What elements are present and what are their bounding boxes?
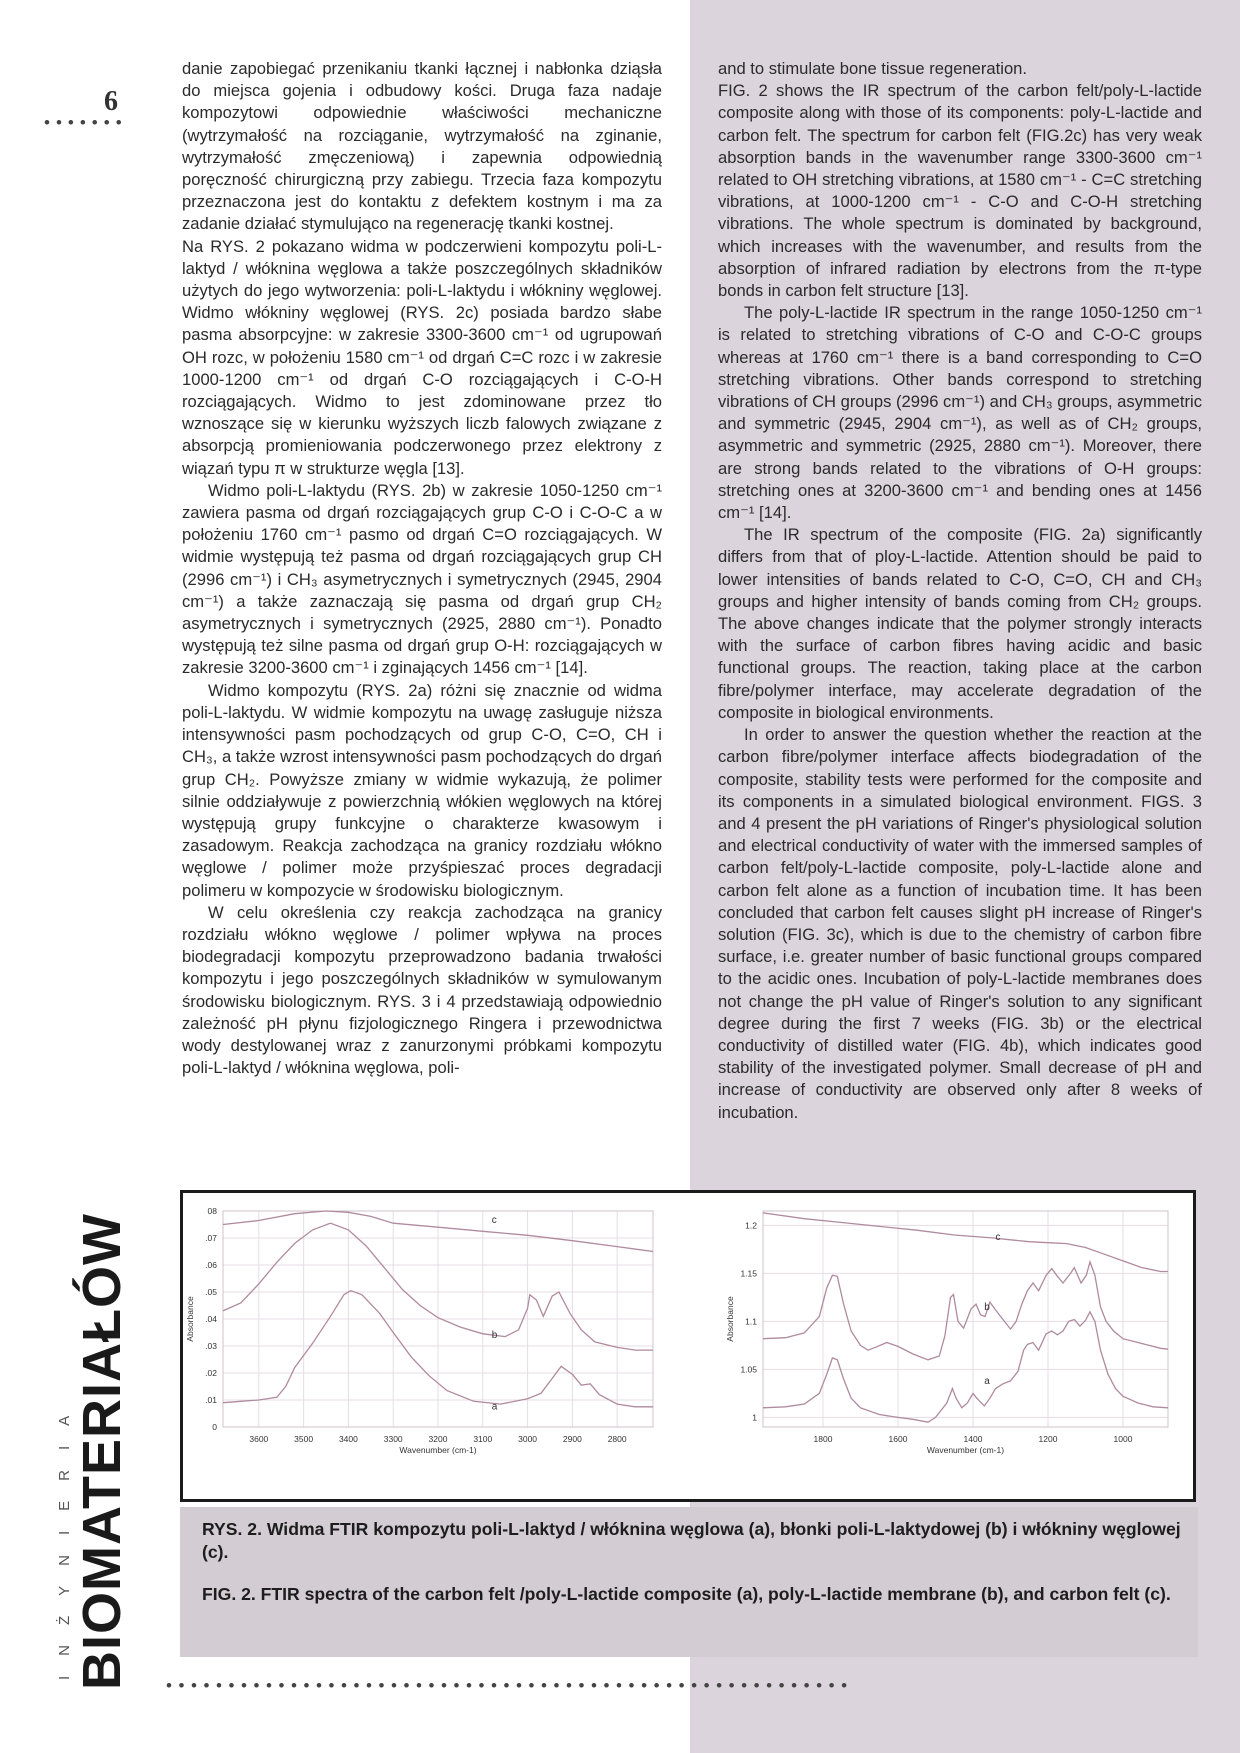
y-tick-label: .03	[205, 1341, 217, 1351]
y-tick-label: 1.15	[740, 1268, 757, 1279]
left-text-column	[182, 58, 662, 1079]
series-label-a: a	[491, 1401, 498, 1413]
series-label-c: c	[995, 1231, 1001, 1243]
y-tick-label: 08	[207, 1206, 217, 1216]
x-tick-label: 3100	[473, 1434, 493, 1444]
x-tick-label: 2800	[607, 1434, 627, 1444]
paragraph: The poly-L-lactide IR spectrum in the range 1050-1250 cm⁻¹ is related to stretching vibrations of C-O and C-O-C groups whereas at 1760 cm⁻¹ there is a band corresponding to C=O stretching vibrations. Other bands correspond to stretching vibrations of CH groups (2996 cm⁻¹) and CH₃ groups, asymmetric and symmetric (2945, 2904 cm⁻¹), as well as of CH₂ groups, asymmetric and symmetric (2925, 2880 cm⁻¹). Moreover, there are strong bands related to the vibrations of O-H groups: stretching ones at 3200-3600 cm⁻¹ and bending ones at 1456 cm⁻¹ [14].	[718, 303, 1202, 523]
y-tick-label: 1.1	[745, 1316, 757, 1327]
paragraph: danie zapobiegać przenikaniu tkanki łącznej i nabłonka dziąsła do miejsca gojenia i odbudowy kości. Druga faza nadaje kompozytowi odpowiednie właściwości mechaniczne (wytrzymałość na rozciąganie, wytrzymałość na zginanie, wytrzymałość zmęczeniową) i zapewnia odpowiednią poręczność chirurgiczną przy zabiegu. Trzecia faza kompozytu przeznaczona jest do kontaktu z defektem kostnym i ma za zadanie działać stymulująco na regenerację tkanki kostnej.	[182, 59, 662, 234]
x-tick-label: 3000	[518, 1434, 538, 1444]
y-tick-label: .07	[205, 1233, 217, 1243]
right-text-column	[718, 58, 1202, 1124]
x-axis-label: Wavenumber (cm-1)	[399, 1445, 477, 1455]
paragraph: Na RYS. 2 pokazano widma w podczerwieni kompozytu poli-L-laktyd / włóknina węglowa a także poszczególnych składników użytych do jego wytworzenia: poli-L-laktydu i włókniny węglowej. Widmo włókniny węglowej (RYS. 2c) posiada bardzo słabe pasma absorpcyjne: w zakresie 3300-3600 cm⁻¹ od ugrupowań OH rozc, w położeniu 1580 cm⁻¹ od drgań C=C rozc i w zakresie 1000-1200 cm⁻¹ od drgań C-O rozciągających i C-O-H rozciągających. Widmo to jest zdominowane przez tło wznoszące się w kierunku wyższych liczb falowych związane z absorpcją promieniowania podczerwonego przez elektrony z wiązań typu π w strukturze węgla [13].	[182, 236, 662, 478]
journal-title-vertical	[56, 1213, 176, 1690]
x-tick-label: 3400	[338, 1434, 358, 1444]
paragraph: W celu określenia czy reakcja zachodząca na granicy rozdziału włókno węglowe / polimer wpływa na proces biodegradacji kompozytu przeprowadzono badania trwałości kompozytu i jego poszczególnych składników w symulowanym środowisku biologicznym. RYS. 3 i 4 przedstawiają odpowiednio zależność pH płynu fizjologicznego Ringera i przewodnictwa wody destylowanej wraz z zanurzonymi próbkami kompozytu poli-L-laktyd / włóknina węglowa, poli-	[182, 902, 662, 1078]
y-tick-label: 1.05	[740, 1364, 757, 1375]
x-tick-label: 3500	[294, 1434, 314, 1444]
ftir-figure	[180, 1190, 1196, 1502]
series-line-a	[763, 1312, 1168, 1422]
x-axis-label: Wavenumber (cm-1)	[926, 1445, 1005, 1455]
y-tick-label: .05	[205, 1287, 217, 1297]
series-label-b: b	[491, 1329, 498, 1341]
paragraph: The IR spectrum of the composite (FIG. 2a) significantly differs from that of ploy-L-lactide. Attention should be paid to lower intensities of bands related to C-O, C=O, CH and CH₃ groups and higher intensity of bands coming from CH₂ groups. The above changes indicate that the polymer strongly interacts with the surface of carbon fibres having acidic and basic functional groups. The reaction, taking place at the carbon fibre/polymer interface, may accelerate degradation of the composite in biological environments.	[718, 525, 1202, 722]
x-tick-label: 3600	[249, 1434, 269, 1444]
y-tick-label: .04	[205, 1314, 217, 1324]
series-line-b	[763, 1262, 1168, 1360]
x-tick-label: 2900	[562, 1434, 582, 1444]
y-axis-label: Absorbance	[725, 1296, 735, 1342]
y-tick-label: 0	[212, 1422, 217, 1432]
series-label-c: c	[491, 1215, 497, 1227]
series-line-c	[763, 1213, 1168, 1272]
ftir-spectra-chart	[183, 1193, 1193, 1499]
figure-caption-polish: RYS. 2. Widma FTIR kompozytu poli-L-laktyd / włóknina węglowa (a), błonki poli-L-laktydowej (b) i włókniny węglowej (c).	[202, 1519, 1181, 1562]
dot-row-bottom: •••••••••••••••••••••••••••••••••••••••••••••••••••••••	[166, 1676, 854, 1695]
y-axis-label: Absorbance	[185, 1296, 195, 1342]
dot-row-top: •••••••	[44, 113, 128, 132]
x-tick-label: 1200	[1038, 1434, 1058, 1444]
paragraph: Widmo kompozytu (RYS. 2a) różni się znacznie od widma poli-L-laktydu. W widmie kompozytu na uwagę zasługuje niższa intensywności pasm pochodzących od grup C-O, C=O, CH i CH₃, a także wzrost intensywności pasm pochodzących do drgań grup CH₂. Powyższe zmiany w widmie wykazują, że polimer silnie oddziaływuje z powierzchnią włókien węglowych na której występują grupy funkcyjne o charakterze kwasowym i zasadowym. Reakcja zachodząca na granicy rozdziału włókno węglowe / polimer może przyśpieszać proces degradacji polimeru w kompozycie w środowisku biologicznym.	[182, 680, 662, 900]
series-label-a: a	[984, 1375, 990, 1387]
x-tick-label: 3300	[383, 1434, 403, 1444]
x-tick-label: 3200	[428, 1434, 448, 1444]
paragraph: In order to answer the question whether the reaction at the carbon fibre/polymer interface affects biodegradation of the composite, stability tests were performed for the composite and its components in a simulated biological environment. FIGS. 3 and 4 present the pH variations of Ringer's physiological solution and electrical conductivity of water with the immersed samples of carbon felt/poly-L-lactide composite, poly-L-lactide alone and carbon felt alone as a function of incubation time. It has been concluded that carbon felt causes slight pH increase of Ringer's solution (FIG. 3c), which is due to the chemistry of carbon fibre surface, i.e. greater number of basic functional groups compared to the acidic ones. Incubation of poly-L-lactide membranes does not change the pH value of Ringer's solution to any significant degree during the first 7 weeks (FIG. 3b) or the electrical conductivity of distilled water (FIG. 4b), which indicates good stability of the investigated polymer. Small decrease of pH and increase of conductivity are observed only after 8 weeks of incubation.	[718, 725, 1202, 1122]
y-tick-label: .02	[205, 1368, 217, 1378]
y-tick-label: 1	[752, 1412, 757, 1423]
plot-area-frame	[763, 1211, 1168, 1427]
x-tick-label: 1400	[963, 1434, 983, 1444]
x-tick-label: 1000	[1113, 1434, 1133, 1444]
paragraph: FIG. 2 shows the IR spectrum of the carbon felt/poly-L-lactide composite along with those of its components: poly-L-lactide and carbon felt. The spectrum for carbon felt (FIG.2c) has very weak absorption bands in the wavenumber range 3300-3600 cm⁻¹ related to OH stretching vibrations, at 1580 cm⁻¹ - C=C stretching vibrations, at 1000-1200 cm⁻¹ - C-O and C-O-H stretching vibrations. The whole spectrum is dominated by background, which increases with the wavenumber, and results from the absorption of infrared radiation by electrons from the π-type bonds in carbon felt structure [13].	[718, 81, 1202, 301]
journal-title-large: BIOMATERIAŁÓW	[72, 1213, 132, 1690]
y-tick-label: .01	[205, 1395, 217, 1405]
y-tick-label: 1.2	[745, 1220, 757, 1231]
paragraph: Widmo poli-L-laktydu (RYS. 2b) w zakresie 1050-1250 cm⁻¹ zawiera pasma od drgań rozciągających grup C-O i C-O-C a w położeniu 1760 cm⁻¹ pasmo od drgań C=O rozciągających. W widmie występują też pasma od drgań rozciągających grup CH (2996 cm⁻¹) i CH₃ asymetrycznych i symetrycznych (2945, 2904 cm⁻¹) a także zaznaczają się pasma od drgań grup CH₂ asymetrycznych i symetrycznych (2925, 2880 cm⁻¹). Ponadto występują też silne pasma od drgań grup O-H: rozciągających w zakresie 3200-3600 cm⁻¹ i zginających 1456 cm⁻¹ [14].	[182, 480, 662, 678]
paragraph: and to stimulate bone tissue regeneration.	[718, 59, 1028, 78]
page-number: 6	[104, 86, 118, 117]
figure-caption-english: FIG. 2. FTIR spectra of the carbon felt /poly-L-lactide composite (a), poly-L-lactide membrane (b), and carbon felt (c).	[202, 1584, 1171, 1604]
series-label-b: b	[984, 1301, 990, 1313]
x-tick-label: 1800	[813, 1434, 833, 1444]
y-tick-label: .06	[205, 1260, 217, 1270]
journal-title-small: INŻYNIERIA	[56, 1395, 73, 1680]
x-tick-label: 1600	[888, 1434, 908, 1444]
